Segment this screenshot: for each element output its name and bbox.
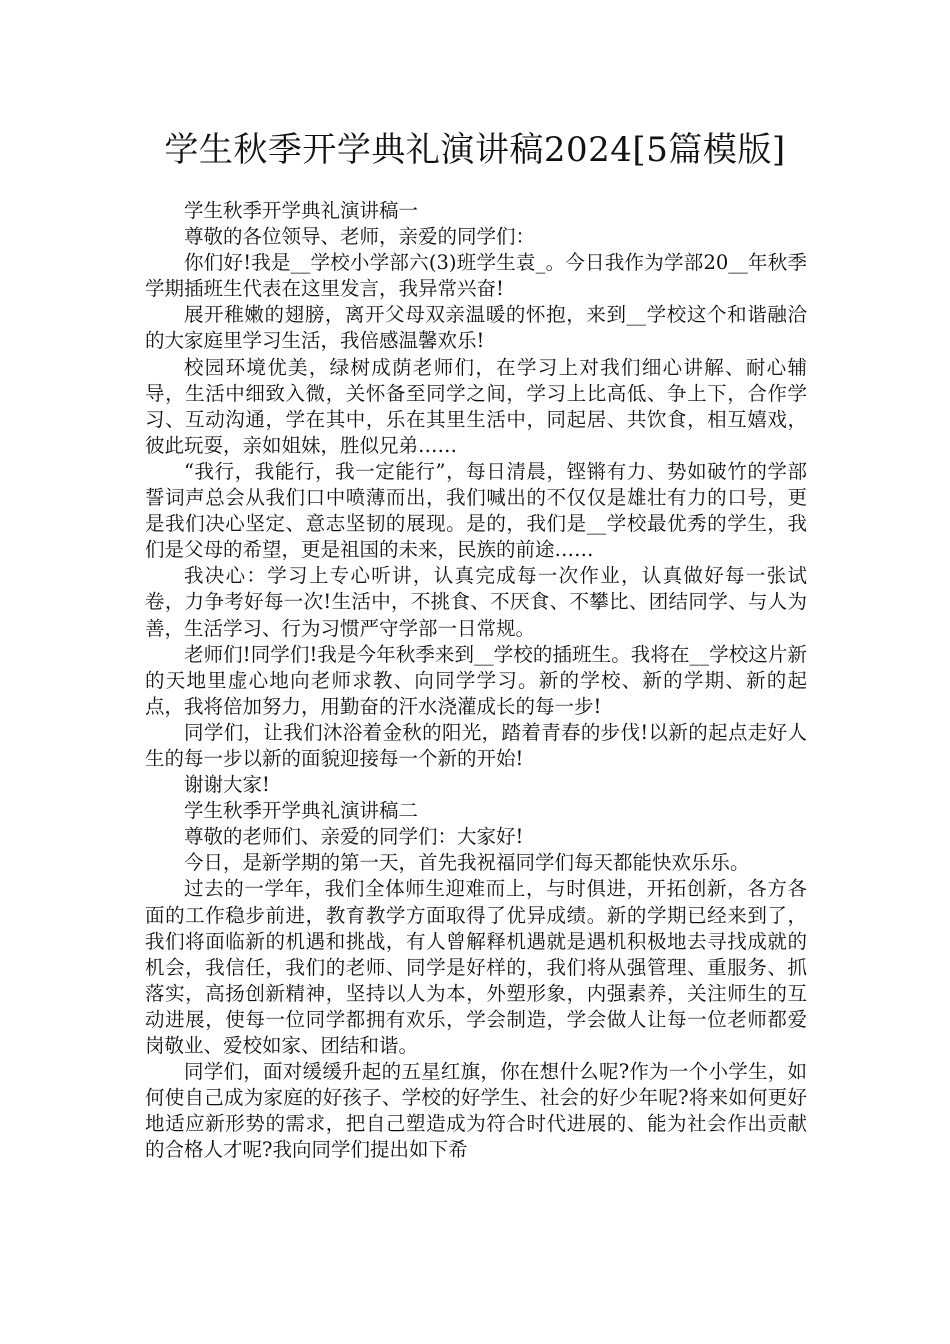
closing: 谢谢大家!: [184, 773, 270, 797]
paragraph: 过去的一学年，我们全体师生迎难而上，与时俱进，开拓创新，各方各面的工作稳步前进，教育教学方面取得了优异成绩。新的学期已经来到了，我们将面临新的机遇和挑战，有人曾解释机遇就是遇机积极地去寻找成就的机会，我信任，我们的老师、同学是好样的，我们将从强管理、重服务、抓落实，高扬创新精神，坚持以人为本，外塑形象，内强素养，关注师生的互动进展，使每一位同学都拥有欢乐，学会制造，学会做人让每一位老师都爱岗敬业、爱校如家、团结和谐。: [145, 877, 807, 1057]
paragraph: 同学们，面对缓缓升起的五星红旗，你在想什么呢?作为一个小学生，如何使自己成为家庭的好孩子、学校的好学生、社会的好少年呢?将来如何更好地适应新形势的需求，把自己塑造成为符合时代进展的、能为社会作出贡献的合格人才呢?我向同学们提出如下希: [145, 1060, 807, 1162]
section-heading: 学生秋季开学典礼演讲稿一: [184, 199, 419, 222]
paragraph: 展开稚嫩的翅膀，离开父母双亲温暖的怀抱，来到__学校这个和谐融洽的大家庭里学习生活，我倍感温馨欢乐!: [145, 303, 807, 353]
document-title: 学生秋季开学典礼演讲稿2024[5篇模版]: [164, 130, 786, 170]
paragraph: 今日，是新学期的第一天，首先我祝福同学们每天都能快欢乐乐。: [184, 851, 750, 875]
salutation: 尊敬的老师们、亲爱的同学们：大家好!: [184, 825, 524, 849]
document-body: [145, 198, 807, 1163]
section-heading: 学生秋季开学典礼演讲稿二: [184, 799, 419, 823]
salutation: 尊敬的各位领导、老师，亲爱的同学们：: [184, 225, 536, 249]
paragraph: 你们好!我是__学校小学部六(3)班学生袁_。今日我作为学部20__年秋季学期插班生代表在这里发言，我异常兴奋!: [145, 251, 807, 301]
paragraph: 校园环境优美，绿树成荫老师们，在学习上对我们细心讲解、耐心辅导，生活中细致入微，关怀备至同学之间，学习上比高低、争上下，合作学习、互动沟通，学在其中，乐在其里生活中，同起居、共饮食，相互嬉戏，彼此玩耍，亲如姐妹，胜似兄弟……: [145, 355, 807, 457]
paragraph: 同学们，让我们沐浴着金秋的阳光，踏着青春的步伐!以新的起点走好人生的每一步以新的面貌迎接每一个新的开始!: [145, 720, 807, 770]
paragraph: “我行，我能行，我一定能行”，每日清晨，铿锵有力、势如破竹的学部誓词声总会从我们口中喷薄而出，我们喊出的不仅仅是雄壮有力的口号，更是我们决心坚定、意志坚韧的展现。是的，我们是__学校最优秀的学生，我们是父母的希望，更是祖国的未来，民族的前途……: [145, 459, 807, 562]
paragraph: 老师们!同学们!我是今年秋季来到__学校的插班生。我将在__学校这片新的天地里虚心地向老师求教、向同学学习。新的学校、新的学期、新的起点，我将倍加努力，用勤奋的汗水浇灌成长的每一步!: [145, 642, 807, 718]
paragraph: 我决心：学习上专心听讲，认真完成每一次作业，认真做好每一张试卷，力争考好每一次!生活中，不挑食、不厌食、不攀比、团结同学、与人为善，生活学习、行为习惯严守学部一日常规。: [145, 564, 807, 640]
